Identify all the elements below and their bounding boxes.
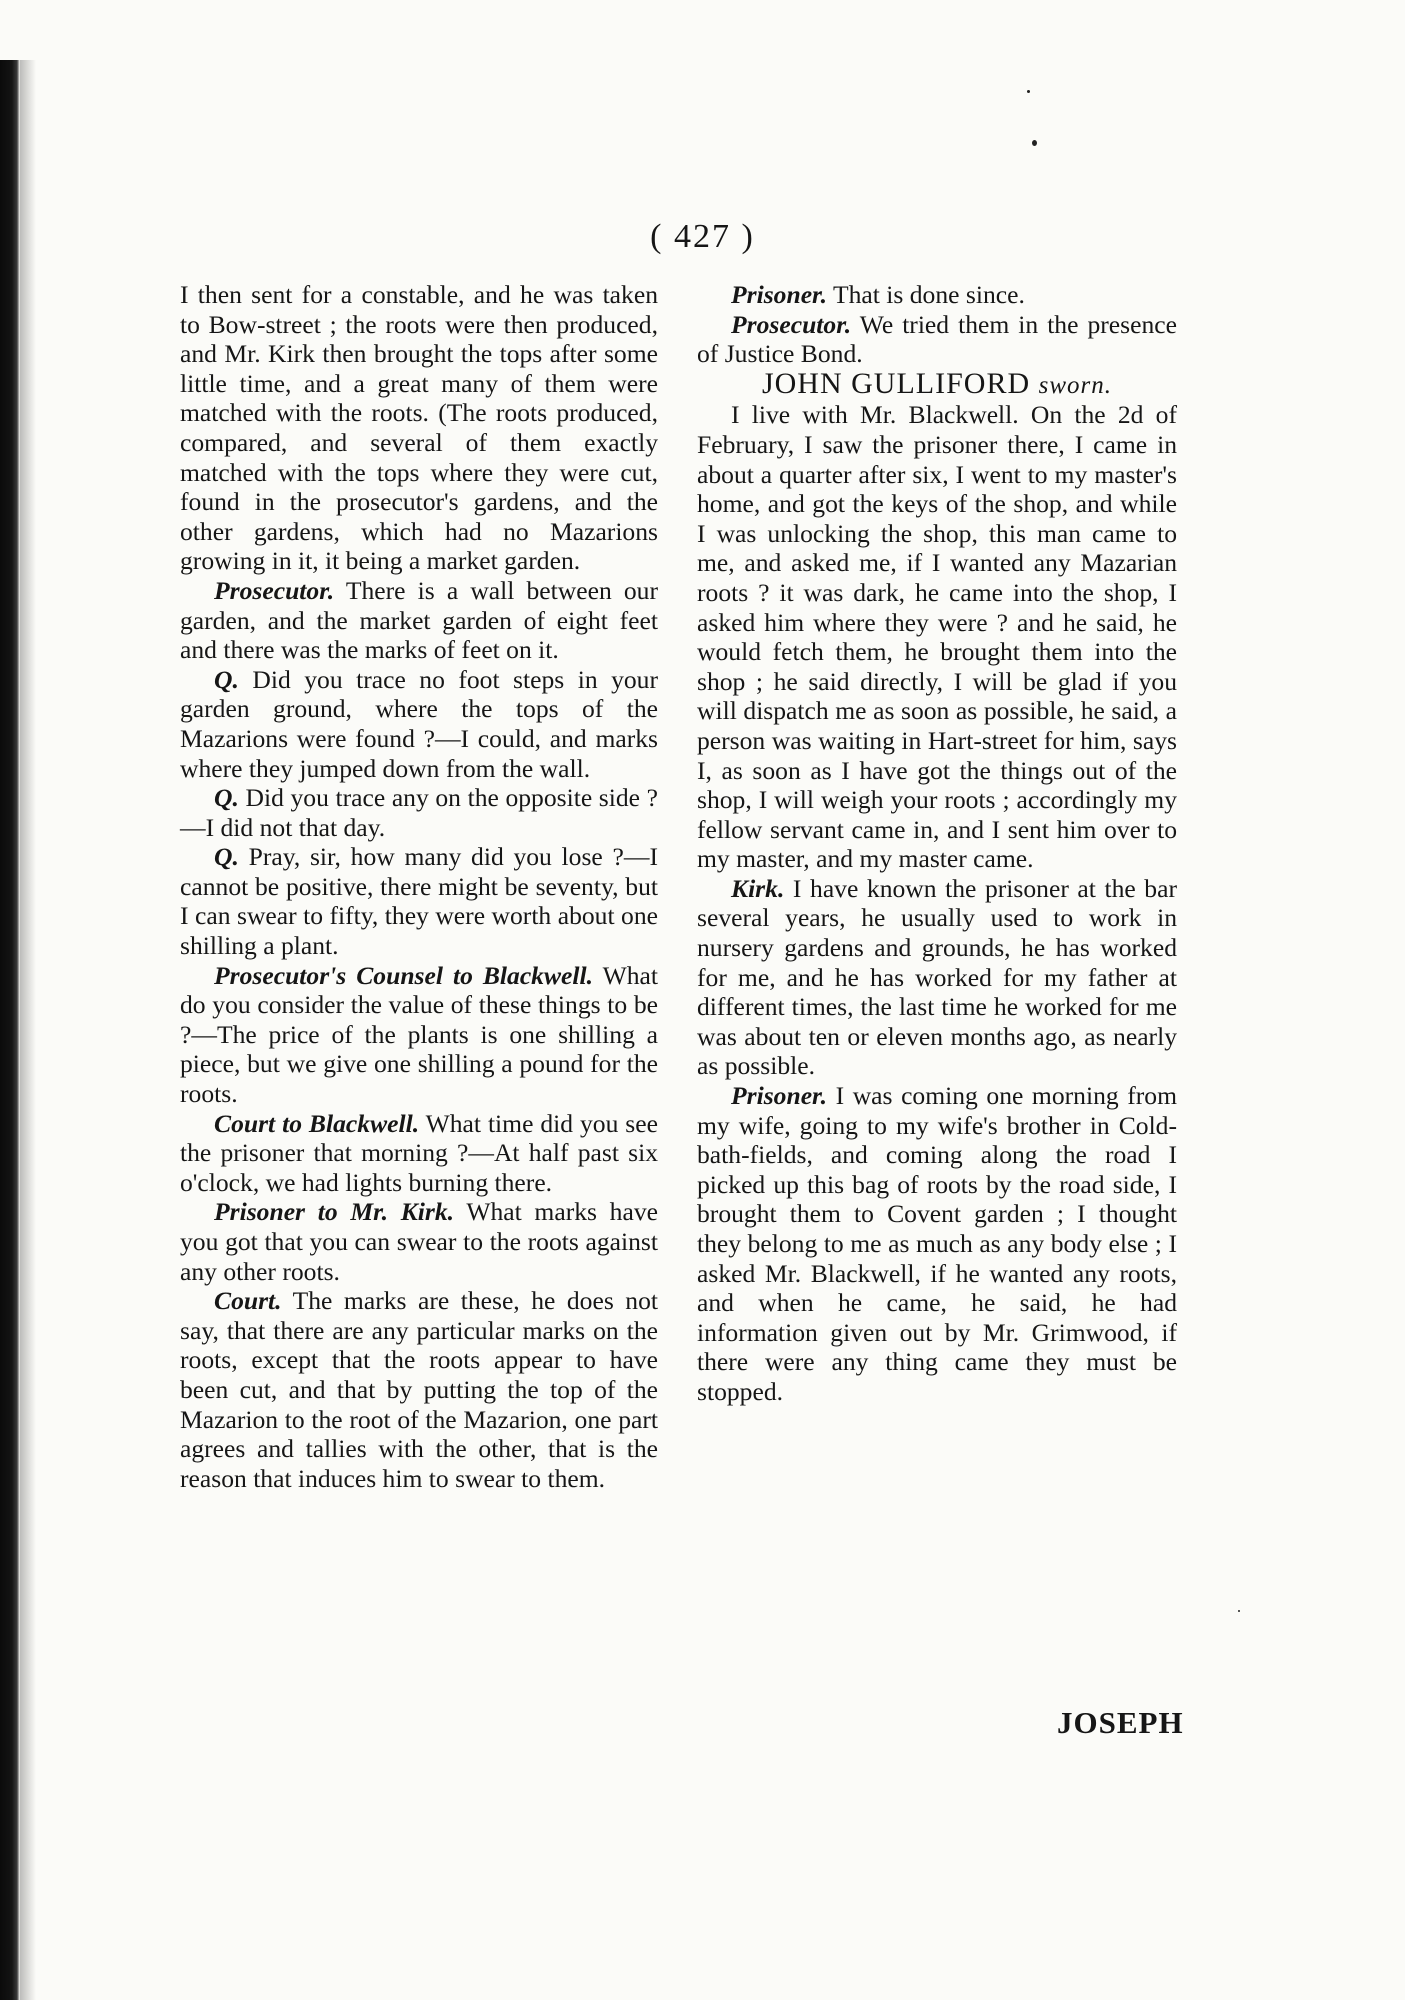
paragraph xyxy=(697,400,1177,874)
speaker-label: Court. xyxy=(214,1286,282,1316)
left-column xyxy=(180,280,658,1493)
paragraph-text: What marks have you got that you can swear to the roots against any other roots. xyxy=(180,1197,658,1286)
paragraph-text: There is a wall between our garden, and the market garden of eight feet and there was the marks of feet on it. xyxy=(180,575,659,665)
paragraph xyxy=(697,280,1177,310)
paragraph xyxy=(697,1081,1177,1407)
right-column xyxy=(697,280,1177,1407)
speaker-label: Prisoner to Mr. Kirk. xyxy=(214,1197,455,1227)
speaker-label: Prisoner. xyxy=(731,280,828,309)
ink-speck xyxy=(1238,1610,1240,1612)
paragraph xyxy=(180,665,658,783)
speaker-label: Q. xyxy=(214,664,239,694)
ink-speck xyxy=(1032,140,1037,146)
witness-heading xyxy=(697,366,1177,401)
paragraph xyxy=(697,874,1177,1081)
paragraph-text: I live with Mr. Blackwell. On the 2d of February, I saw the prisoner there, I came in about a quarter after six, I went to my master's home, and got the keys of the shop, and while I was unlocking the shop, this man came to me, and asked me, if I wanted any Mazarian roots ? it was dark, he came into the shop, I asked him where they were ? and he said, he would fetch them, he brought them into the shop ; he said directly, I will be glad if you will dispatch me as soon as possible, he said, a person was waiting in Hart-street for him, says I, as soon as I have got the things out of the shop, I will weigh your roots ; accordingly my fellow servant came in, and I sent him over to my master, and my master came. xyxy=(697,400,1177,874)
paragraph xyxy=(180,1286,658,1493)
paragraph-text: I have known the prisoner at the bar several years, he usually used to work in nursery gardens and grounds, he has worked for me, and he has worked for my father at different times, the last time he worked for me was about ten or eleven months ago, as nearly as possible. xyxy=(697,873,1177,1081)
speaker-label: Court to Blackwell. xyxy=(214,1108,420,1138)
page-number: ( 427 ) xyxy=(650,218,755,255)
paragraph xyxy=(180,280,658,576)
speaker-label: Prosecutor. xyxy=(731,309,852,339)
speaker-label: Q. xyxy=(214,842,239,872)
paragraph-text: Did you trace no foot steps in your garden ground, where the tops of the Mazarions were found ?—I could, and marks where they jumped down from the wall. xyxy=(180,664,658,783)
speaker-label: Kirk. xyxy=(731,873,785,903)
witness-name: JOHN GULLIFORD xyxy=(761,366,1031,400)
paragraph xyxy=(180,961,658,1109)
paragraph-text: Did you trace any on the opposite side ?—I did not that day. xyxy=(180,783,658,842)
paragraph xyxy=(180,842,658,960)
witness-sworn-label: sworn. xyxy=(1038,371,1113,399)
paragraph xyxy=(180,1197,658,1286)
speaker-label: Prosecutor. xyxy=(214,575,335,605)
paragraph-text: The marks are these, he does not say, that there are any particular marks on the roots, except that the roots appear to have been cut, and that by putting the top of the Mazarion to the root of the Mazarion, one part agrees and tallies with the other, that is the reason that induces him to swear to them. xyxy=(180,1286,658,1493)
speaker-label: Prosecutor's Counsel to Blackwell. xyxy=(214,960,594,990)
paragraph xyxy=(180,576,658,665)
paragraph-text: Pray, sir, how many did you lose ?—I cannot be positive, there might be seventy, but I can swear to fifty, they were worth about one shilling a plant. xyxy=(180,842,658,961)
paragraph-text: We tried them in the presence of Justice Bond. xyxy=(697,309,1177,369)
ink-speck xyxy=(1027,90,1030,93)
paragraph-text: I was coming one morning from my wife, going to my wife's brother in Cold-bath-fields, and coming along the road I picked up this bag of roots by the road side, I brought them to Covent garden ; I thought they belong to me as much as any body else ; I asked Mr. Blackwell, if he wanted any roots, and when he came, he said, he had information given out by Mr. Grimwood, if there were any thing came they must be stopped. xyxy=(697,1081,1177,1406)
paragraph xyxy=(180,1109,658,1198)
paragraph-text: What time did you see the prisoner that morning ?—At half past six o'clock, we had lights burning there. xyxy=(180,1108,658,1197)
paragraph-text: I then sent for a constable, and he was taken to Bow-street ; the roots were then produced, and Mr. Kirk then brought the tops after some little time, and a great many of them were matched with the roots. (The roots produced, compared, and several of them exactly matched with the tops where they were cut, found in the prosecutor's gardens, and the other gardens, which had no Mazarions growing in it, it being a market garden. xyxy=(180,280,658,576)
paragraph-text: That is done since. xyxy=(832,280,1025,309)
page-binding-shadow xyxy=(20,60,36,2000)
paragraph xyxy=(180,783,658,842)
speaker-label: Prisoner. xyxy=(731,1081,828,1111)
paragraph-text: What do you consider the value of these things to be ?—The price of the plants is one shilling a piece, but we give one shilling a pound for the roots. xyxy=(180,960,658,1109)
page-binding-edge xyxy=(0,60,20,2000)
speaker-label: Q. xyxy=(214,783,239,813)
paragraph xyxy=(697,310,1177,369)
catchword: JOSEPH xyxy=(1057,1705,1184,1740)
